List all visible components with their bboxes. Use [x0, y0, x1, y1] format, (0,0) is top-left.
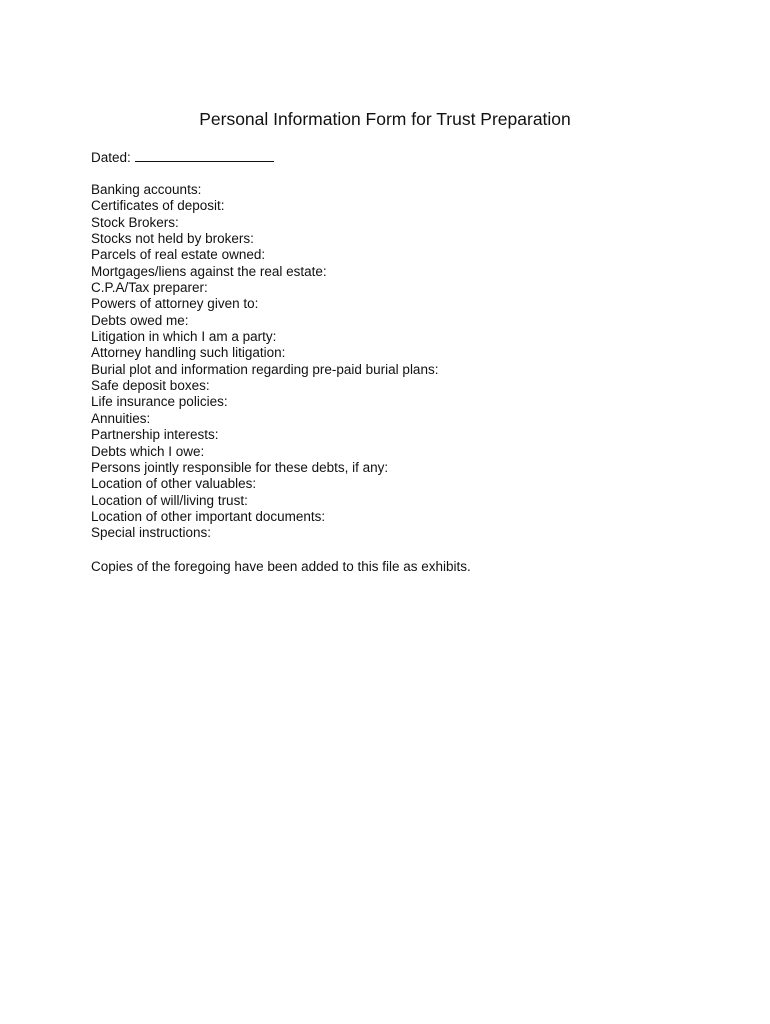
- form-item: Attorney handling such litigation:: [91, 345, 286, 361]
- form-item: Location of other important documents:: [91, 508, 326, 524]
- form-item: Location of other valuables:: [91, 476, 257, 492]
- form-item: Annuities:: [91, 410, 151, 426]
- form-item: Mortgages/liens against the real estate:: [91, 263, 327, 279]
- form-item-list: [91, 182, 438, 542]
- form-item: Partnership interests:: [91, 427, 219, 443]
- form-item: Burial plot and information regarding pre-paid burial plans:: [91, 361, 439, 377]
- form-item: Safe deposit boxes:: [91, 378, 210, 394]
- form-item: Parcels of real estate owned:: [91, 247, 266, 263]
- form-item: Stock Brokers:: [91, 214, 179, 230]
- form-item: C.P.A/Tax preparer:: [91, 280, 208, 296]
- dated-label: Dated:: [91, 150, 131, 165]
- dated-row: [91, 149, 274, 166]
- form-item: Powers of attorney given to:: [91, 296, 259, 312]
- form-item: Debts which I owe:: [91, 443, 205, 459]
- exhibits-note: Copies of the foregoing have been added to this file as exhibits.: [91, 559, 471, 574]
- form-item: Debts owed me:: [91, 312, 189, 328]
- form-item: Special instructions:: [91, 525, 212, 541]
- form-item: Stocks not held by brokers:: [91, 231, 254, 247]
- dated-blank-line: [135, 149, 274, 162]
- page-title: Personal Information Form for Trust Preparation: [199, 109, 571, 129]
- form-item: Certificates of deposit:: [91, 198, 225, 214]
- form-item: Life insurance policies:: [91, 394, 228, 410]
- form-item: Litigation in which I am a party:: [91, 329, 277, 345]
- form-item: Banking accounts:: [91, 182, 202, 197]
- form-item: Persons jointly responsible for these debts, if any:: [91, 459, 389, 475]
- form-item: Location of will/living trust:: [91, 492, 248, 508]
